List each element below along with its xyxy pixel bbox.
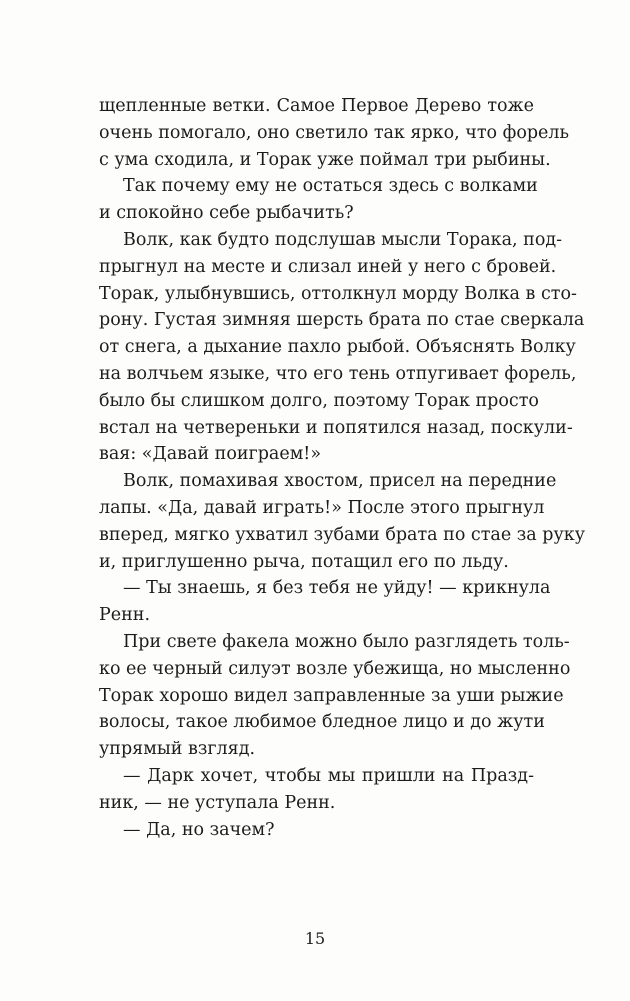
text-line: очень помогало, оно светило так ярко, что форель — [99, 122, 570, 143]
text-line: Волк, помахивая хвостом, присел на передние — [123, 471, 557, 492]
text-line: упрямый взгляд. — [99, 739, 256, 760]
text-line: Торак, улыбнувшись, оттолкнул морду Волка в сто- — [99, 283, 577, 304]
text-line: ко ее черный силуэт возле убежища, но мысленно — [99, 658, 571, 679]
text-line: рону. Густая зимняя шерсть брата по стае сверкала — [99, 310, 585, 331]
text-line: волосы, такое любимое бледное лицо и до жути — [99, 712, 545, 733]
text-line: щепленные ветки. Самое Первое Дерево тоже — [99, 96, 534, 116]
text-line: с ума сходила, и Торак уже поймал три рыбины. — [99, 149, 551, 170]
text-line: — Ты знаешь, я без тебя не уйду! — крикнула — [123, 578, 551, 599]
body-text — [99, 93, 586, 843]
text-line: — Да, но зачем? — [123, 819, 275, 840]
text-line: вперед, мягко ухватил зубами брата по стае за руку — [99, 524, 586, 545]
text-line: Так почему ему не остаться здесь с волками — [123, 176, 538, 197]
text-line: Волк, как будто подслушав мысли Торака, под- — [123, 229, 563, 250]
text-line: и спокойно себе рыбачить? — [99, 203, 354, 224]
text-line: лапы. «Да, давай играть!» После этого прыгнул — [99, 497, 545, 518]
page-number: 15 — [304, 929, 326, 948]
text-line: Торак хорошо видел заправленные за уши рыжие — [99, 685, 564, 706]
text-line: было бы слишком долго, поэтому Торак просто — [99, 390, 539, 411]
text-line: — Дарк хочет, чтобы мы пришли на Празд- — [123, 765, 534, 786]
text-line: При свете факела можно было разглядеть толь- — [123, 631, 570, 652]
text-line: от снега, а дыхание пахло рыбой. Объяснять Волку — [99, 337, 576, 358]
text-line: ник, — не уступала Ренн. — [99, 792, 336, 813]
text-line: на волчьем языке, что его тень отпугивает форель, — [99, 363, 577, 384]
text-line: и, приглушенно рыча, потащил его по льду. — [99, 551, 509, 572]
text-line: прыгнул на месте и слизал иней у него с бровей. — [99, 256, 557, 277]
text-line: встал на четвереньки и попятился назад, поскули- — [99, 417, 573, 438]
text-line: Ренн. — [99, 605, 151, 626]
text-line: вая: «Давай поиграем!» — [99, 444, 322, 465]
